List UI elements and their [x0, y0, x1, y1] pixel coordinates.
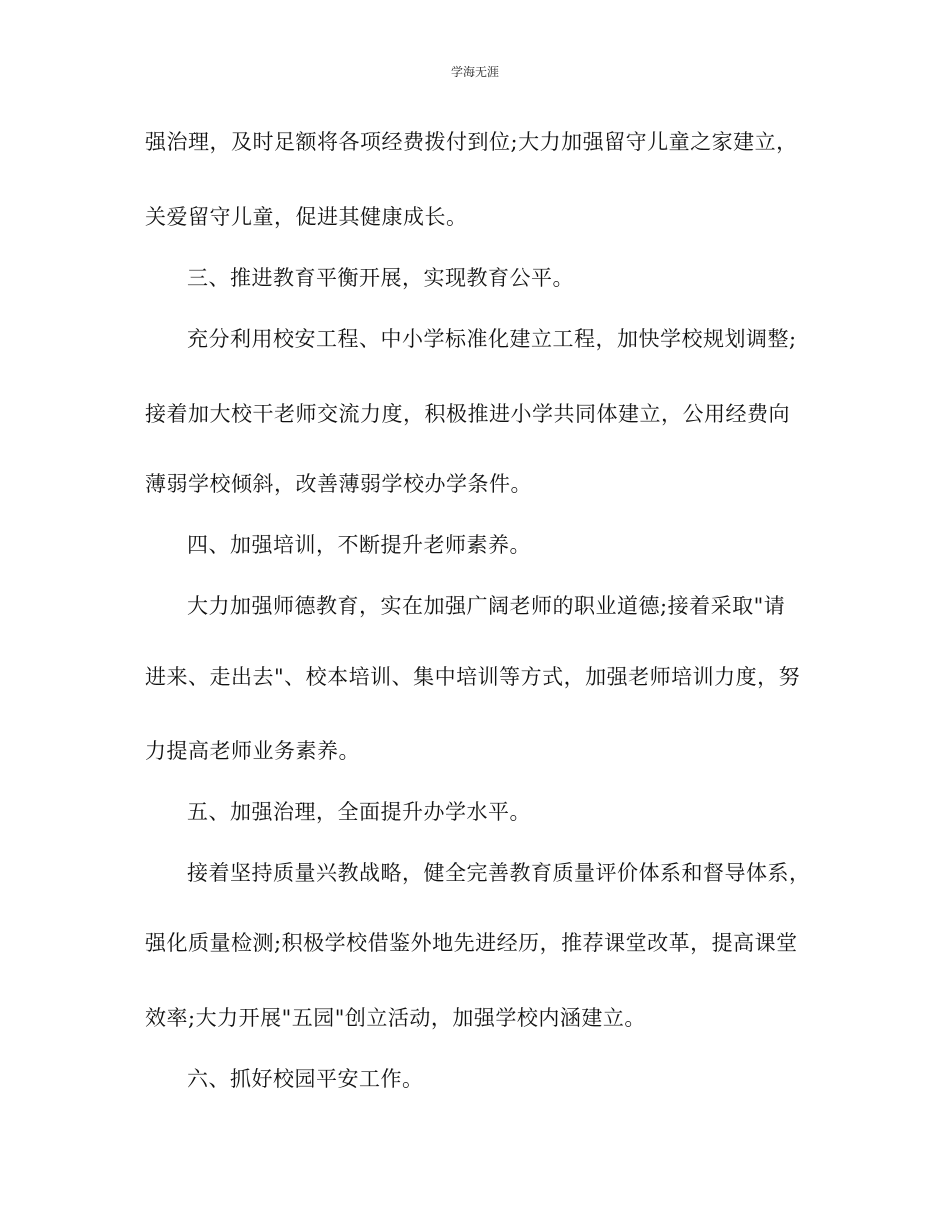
body-text-line: 效率;大力开展"五园"创立活动，加强学校内涵建立。	[145, 1006, 646, 1030]
page-header: 学海无涯	[450, 65, 499, 79]
body-text-line: 接着加大校干老师交流力度，积极推进小学共同体建立，公用经费向	[145, 402, 790, 426]
body-text-line: 大力加强师德教育，实在加强广阔老师的职业道德;接着采取"请	[187, 594, 786, 618]
body-text-line: 充分利用校安工程、中小学标准化建立工程，加快学校规划调整;	[187, 327, 797, 351]
body-text-line: 关爱留守儿童，促进其健康成长。	[145, 205, 468, 229]
section-heading: 六、抓好校园平安工作。	[187, 1067, 424, 1091]
body-text-line: 力提高老师业务素养。	[145, 739, 360, 763]
body-text-line: 强化质量检测;积极学校借鉴外地先进经历，推荐课堂改革，提高课堂	[145, 931, 798, 955]
body-text-line: 强治理，及时足额将各项经费拨付到位;大力加强留守儿童之家建立，	[145, 130, 798, 154]
section-heading: 四、加强培训，不断提升老师素养。	[187, 533, 531, 557]
section-heading: 三、推进教育平衡开展，实现教育公平。	[187, 266, 574, 290]
body-text-line: 进来、走出去"、校本培训、集中培训等方式，加强老师培训力度，努	[145, 665, 801, 689]
body-text-line: 薄弱学校倾斜，改善薄弱学校办学条件。	[145, 472, 532, 496]
body-text-line: 接着坚持质量兴教战略，健全完善教育质量评价体系和督导体系，	[187, 861, 811, 885]
section-heading: 五、加强治理，全面提升办学水平。	[187, 800, 531, 824]
